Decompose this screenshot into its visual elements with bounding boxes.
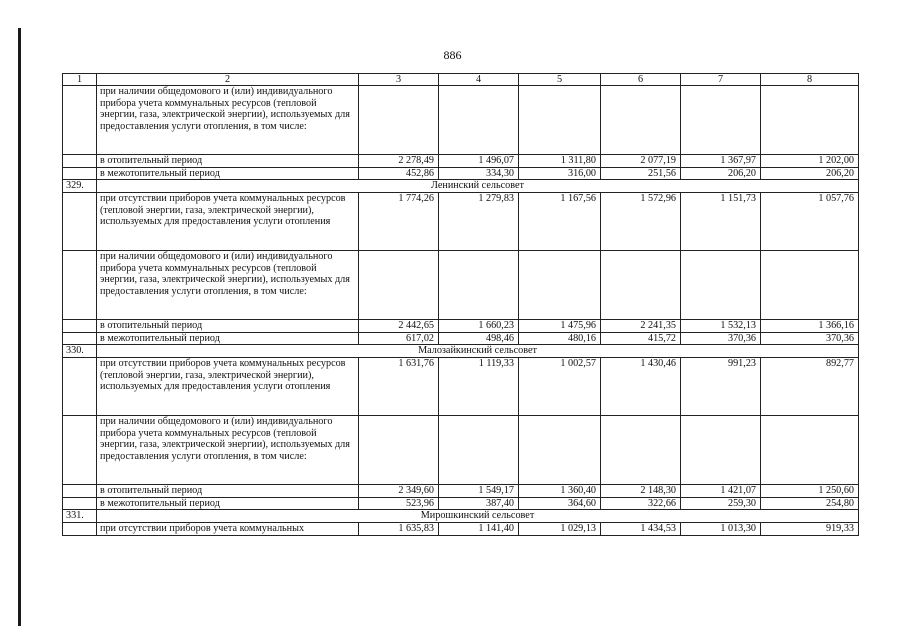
value-cell: 1 430,46 (601, 358, 681, 416)
value-cell: 1 167,56 (519, 193, 601, 251)
value-cell: 254,80 (761, 497, 859, 510)
value-cell: 1 002,57 (519, 358, 601, 416)
table-row (63, 251, 859, 320)
value-cell: 206,20 (761, 167, 859, 180)
tariff-table (62, 73, 859, 536)
value-cell: 322,66 (601, 497, 681, 510)
value-cell: 1 202,00 (761, 155, 859, 168)
value-cell: 1 151,73 (681, 193, 761, 251)
value-cell: 523,96 (359, 497, 439, 510)
value-cell: 334,30 (439, 167, 519, 180)
value-cell: 370,36 (761, 332, 859, 345)
with-meter-text: при наличии общедомового и (или) индивидуального прибора учета коммунальных ресурсов (тепловой энергии, газа, электрической энергии), используемых для предоставления услуги отопления, в том числе: (97, 86, 359, 155)
interheating-label: в межотопительный период (97, 167, 359, 180)
value-cell: 1 572,96 (601, 193, 681, 251)
value-cell: 919,33 (761, 523, 859, 536)
table-row (63, 523, 859, 536)
section-row (63, 180, 859, 193)
value-cell: 1 029,13 (519, 523, 601, 536)
header-cell: 4 (439, 74, 519, 86)
value-cell: 1 250,60 (761, 485, 859, 498)
interheating-label: в межотопительный период (97, 497, 359, 510)
value-cell: 1 366,16 (761, 320, 859, 333)
value-cell: 1 279,83 (439, 193, 519, 251)
section-number: 331. (63, 510, 97, 523)
value-cell: 2 148,30 (601, 485, 681, 498)
value-cell: 892,77 (761, 358, 859, 416)
table-row (63, 485, 859, 498)
value-cell: 1 631,76 (359, 358, 439, 416)
table-row (63, 155, 859, 168)
heating-label: в отопительный период (97, 320, 359, 333)
section-row (63, 345, 859, 358)
table-row (63, 497, 859, 510)
value-cell: 617,02 (359, 332, 439, 345)
value-cell: 206,20 (681, 167, 761, 180)
value-cell: 480,16 (519, 332, 601, 345)
section-name: Мирошкинский сельсовет (97, 510, 859, 523)
table-row (63, 86, 859, 155)
without-meter-text: при отсутствии приборов учета коммунальных ресурсов (тепловой энергии, газа, электрической энергии), используемых для предоставления услуги отопления (97, 193, 359, 251)
table-row (63, 320, 859, 333)
value-cell: 991,23 (681, 358, 761, 416)
header-cell: 5 (519, 74, 601, 86)
value-cell: 1 660,23 (439, 320, 519, 333)
table-row (63, 193, 859, 251)
value-cell: 1 774,26 (359, 193, 439, 251)
value-cell: 2 077,19 (601, 155, 681, 168)
scan-margin-line (18, 28, 21, 626)
value-cell: 1 496,07 (439, 155, 519, 168)
value-cell: 1 532,13 (681, 320, 761, 333)
value-cell: 1 549,17 (439, 485, 519, 498)
interheating-label: в межотопительный период (97, 332, 359, 345)
table-header-row (63, 74, 859, 86)
value-cell: 2 278,49 (359, 155, 439, 168)
table-row (63, 167, 859, 180)
header-cell: 2 (97, 74, 359, 86)
value-cell: 1 635,83 (359, 523, 439, 536)
section-row (63, 510, 859, 523)
value-cell: 1 311,80 (519, 155, 601, 168)
value-cell: 370,36 (681, 332, 761, 345)
value-cell: 1 360,40 (519, 485, 601, 498)
table-row (63, 416, 859, 485)
table-row (63, 332, 859, 345)
heating-label: в отопительный период (97, 155, 359, 168)
section-number: 329. (63, 180, 97, 193)
header-cell: 7 (681, 74, 761, 86)
value-cell: 1 119,33 (439, 358, 519, 416)
value-cell: 415,72 (601, 332, 681, 345)
header-cell: 3 (359, 74, 439, 86)
value-cell: 1 013,30 (681, 523, 761, 536)
table-row (63, 358, 859, 416)
value-cell: 259,30 (681, 497, 761, 510)
section-number: 330. (63, 345, 97, 358)
without-meter-text: при отсутствии приборов учета коммунальных (97, 523, 359, 536)
value-cell: 316,00 (519, 167, 601, 180)
value-cell: 251,56 (601, 167, 681, 180)
value-cell: 1 141,40 (439, 523, 519, 536)
without-meter-text: при отсутствии приборов учета коммунальных ресурсов (тепловой энергии, газа, электрической энергии), используемых для предоставления услуги отопления (97, 358, 359, 416)
header-cell: 1 (63, 74, 97, 86)
value-cell: 1 421,07 (681, 485, 761, 498)
with-meter-text: при наличии общедомового и (или) индивидуального прибора учета коммунальных ресурсов (тепловой энергии, газа, электрической энергии), используемых для предоставления услуги отопления, в том числе: (97, 416, 359, 485)
section-name: Ленинский сельсовет (97, 180, 859, 193)
value-cell: 387,40 (439, 497, 519, 510)
with-meter-text: при наличии общедомового и (или) индивидуального прибора учета коммунальных ресурсов (тепловой энергии, газа, электрической энергии), используемых для предоставления услуги отопления, в том числе: (97, 251, 359, 320)
value-cell: 364,60 (519, 497, 601, 510)
value-cell: 1 434,53 (601, 523, 681, 536)
value-cell: 1 057,76 (761, 193, 859, 251)
value-cell: 1 475,96 (519, 320, 601, 333)
value-cell: 2 349,60 (359, 485, 439, 498)
header-cell: 6 (601, 74, 681, 86)
page-number: 886 (443, 48, 462, 62)
value-cell: 2 241,35 (601, 320, 681, 333)
heating-label: в отопительный период (97, 485, 359, 498)
section-name: Малозайкинский сельсовет (97, 345, 859, 358)
value-cell: 498,46 (439, 332, 519, 345)
value-cell: 2 442,65 (359, 320, 439, 333)
value-cell: 1 367,97 (681, 155, 761, 168)
header-cell: 8 (761, 74, 859, 86)
value-cell: 452,86 (359, 167, 439, 180)
